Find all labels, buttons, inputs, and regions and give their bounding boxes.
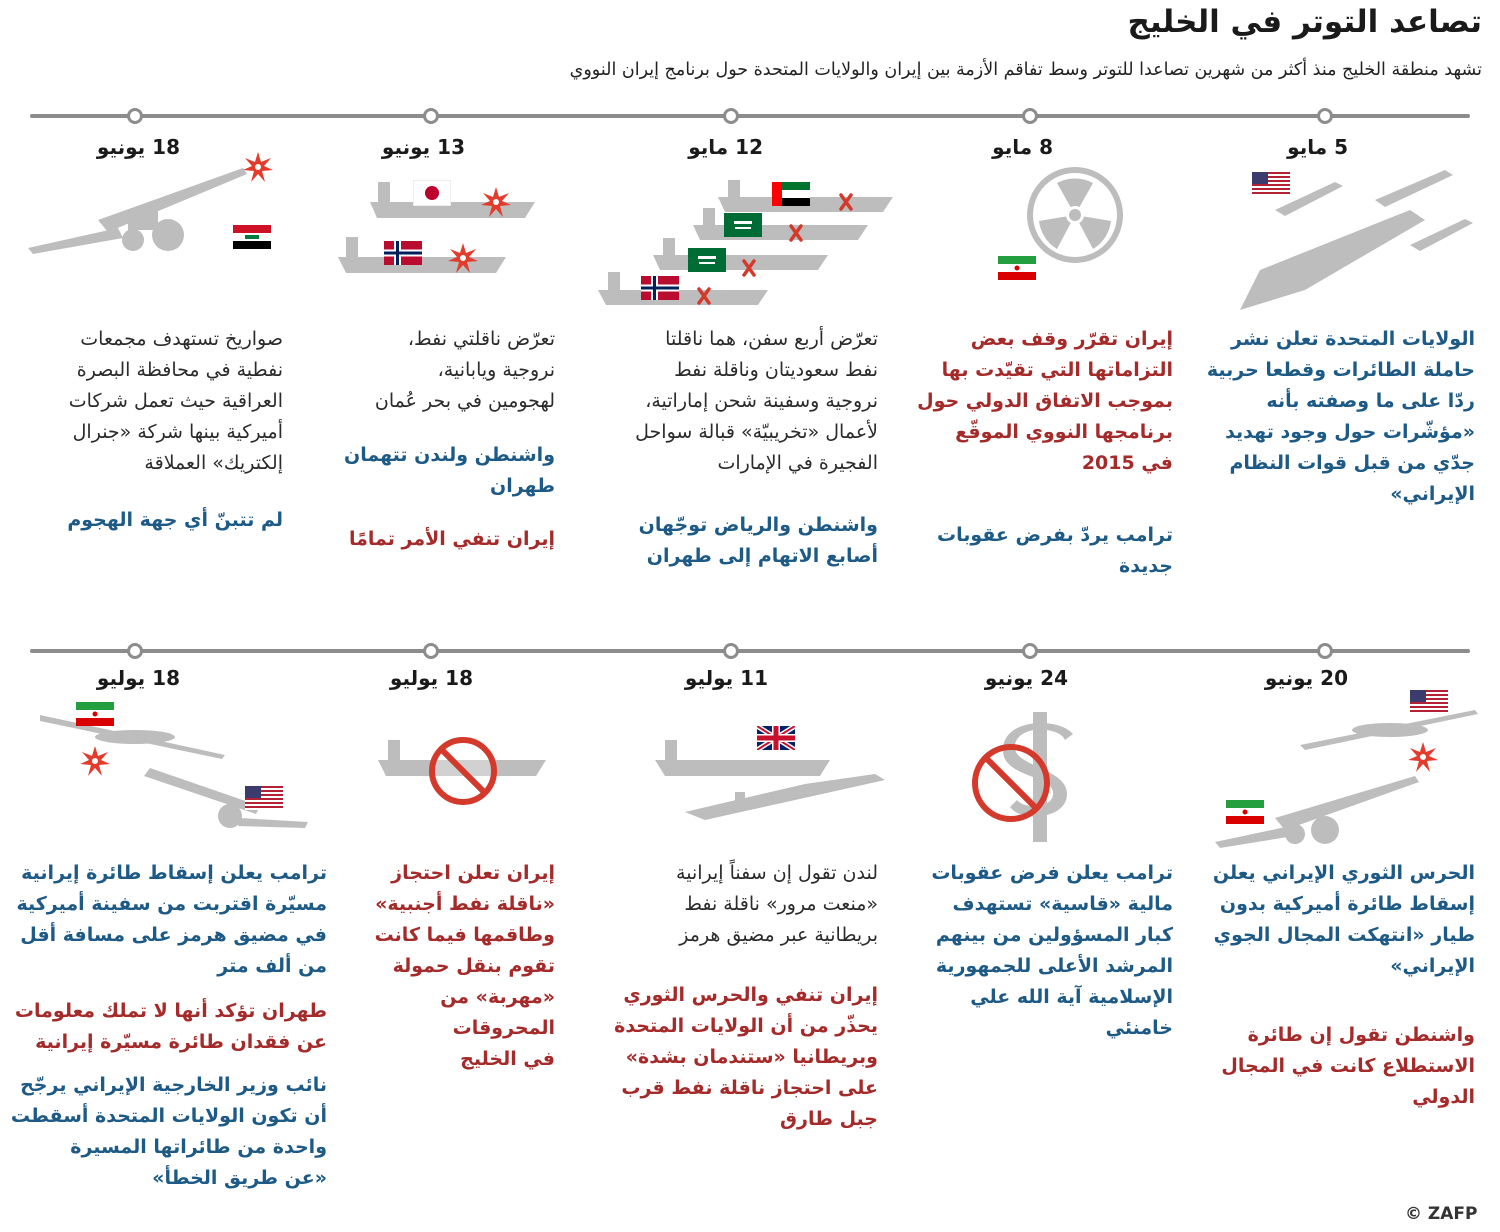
timeline-dot <box>723 108 739 124</box>
explosion-icon <box>1408 742 1438 772</box>
afp-credit: © ZAFP <box>1405 1204 1478 1224</box>
timeline-dot <box>423 643 439 659</box>
event-note: طهران تؤكد أنها لا تملك معلومات عن فقدان طائرة مسيّرة إيرانية <box>14 1000 327 1053</box>
iran-flag <box>998 256 1036 280</box>
event-date: 20 يونيو <box>1264 666 1348 690</box>
saudi-flag <box>724 213 762 237</box>
norway-flag <box>384 240 422 266</box>
event-text: إيران تقرّر وقف بعض التزاماتها التي تقيّدت بها بموجب الاتفاق الدولي حول برنامجها النووي الموقّع في 2015 <box>917 328 1173 474</box>
explosion-icon <box>243 152 273 182</box>
explosion-icon <box>481 187 511 217</box>
page-title: تصاعد التوتر في الخليج <box>1127 4 1482 40</box>
iraq-flag <box>233 225 271 249</box>
event-note: إيران تنفي والحرس الثوري يحذّر من أن الولايات المتحدة وبريطانيا «ستندمان بشدة» على احتجاز ناقلة نفط قرب جبل طارق <box>614 984 878 1130</box>
event-date: 18 يوليو <box>389 666 473 690</box>
prohibited-icon <box>970 742 1052 824</box>
iran-flag <box>76 702 114 726</box>
timeline-dot <box>723 643 739 659</box>
event-date: 13 يونيو <box>381 135 465 159</box>
event-date: 11 يوليو <box>684 666 768 690</box>
prohibited-icon <box>427 735 499 807</box>
saudi-flag <box>688 248 726 272</box>
timeline-line-row1 <box>30 114 1470 118</box>
event-text: لندن تقول إن سفناً إيرانية «منعت مرور» ناقلة نفط بريطانية عبر مضيق هرمز <box>676 862 878 946</box>
event-date: 18 يونيو <box>96 135 180 159</box>
timeline-dot <box>1317 108 1333 124</box>
event-text: تعرّض ناقلتي نفط، نروجية ويابانية، لهجومين في بحر عُمان <box>374 328 555 412</box>
event-note: واشنطن تقول إن طائرة الاستطلاع كانت في المجال الدولي <box>1221 1024 1475 1108</box>
us-flag <box>1410 690 1448 714</box>
event-date: 12 مايو <box>688 135 763 159</box>
japan-flag <box>413 180 451 206</box>
event-text: تعرّض أربع سفن، هما ناقلتا نفط سعوديتان وناقلة نفط نروجية وسفينة شحن إماراتية، لأعمال «تخريبيّة» قبالة سواحل الفجيرة في الإمارات <box>635 328 878 474</box>
timeline-dot <box>127 643 143 659</box>
event-text: الحرس الثوري الإيراني يعلن إسقاط طائرة أميركية بدون طيار «انتهكت المجال الجوي الإيراني» <box>1212 862 1475 977</box>
event-text: صواريخ تستهدف مجمعات نفطية في محافظة البصرة العراقية حيث تعمل شركات أميركية بينها شركة «جنرال إلكتريك» العملاقة <box>68 328 283 474</box>
timeline-dot <box>1317 643 1333 659</box>
iran-flag <box>1226 800 1264 824</box>
event-text: الولايات المتحدة تعلن نشر حاملة الطائرات وقطعا حربية ردّا على ما وصفته بأنه «مؤشّرات حول وجود تهديد جدّي من قبل قوات النظام الإيراني» <box>1206 328 1475 505</box>
uae-flag <box>772 182 810 206</box>
event-text: إيران تعلن احتجاز «ناقلة نفط أجنبية» وطاقمها فيما كانت تقوم بنقل حمولة «مهربة» من المحروقات في الخليج <box>374 862 555 1070</box>
artillery-icon <box>140 760 310 830</box>
event-note: إيران تنفي الأمر تمامًا <box>349 528 555 550</box>
event-note: واشنطن والرياض توجّهان أصابع الاتهام إلى طهران <box>638 514 878 567</box>
timeline-dot <box>127 108 143 124</box>
event-text: ترامب يعلن إسقاط طائرة إيرانية مسيّرة اقتربت من سفينة أميركية في مضيق هرمز على مسافة أقل من ألف متر <box>16 862 327 977</box>
page-subtitle: تشهد منطقة الخليج منذ أكثر من شهرين تصاعدا للتوتر وسط تفاقم الأزمة بين إيران والولايات المتحدة حول برنامج إيران النووي <box>569 60 1482 80</box>
timeline-line-row2 <box>30 649 1470 653</box>
drone-icon <box>1300 700 1480 760</box>
us-flag <box>245 786 283 810</box>
norway-flag <box>641 276 679 300</box>
timeline-dot <box>1022 108 1038 124</box>
event-note: نائب وزير الخارجية الإيراني يرجّح أن تكون الولايات المتحدة أسقطت واحدة من طائراتها المسيرة «عن طريق الخطأ» <box>10 1074 327 1189</box>
uk-flag <box>757 726 795 750</box>
event-date: 8 مايو <box>992 135 1053 159</box>
event-date: 5 مايو <box>1287 135 1348 159</box>
drone-icon <box>40 705 230 765</box>
nuclear-icon <box>1025 165 1125 265</box>
event-date: 18 يوليو <box>96 666 180 690</box>
event-date: 24 يونيو <box>984 666 1068 690</box>
explosion-icon <box>448 243 478 273</box>
us-flag <box>1252 172 1290 196</box>
event-note: ترامب يردّ بفرض عقوبات جديدة <box>936 524 1173 577</box>
event-note: لم تتبنّ أي جهة الهجوم <box>67 509 283 531</box>
explosion-icon <box>80 746 110 776</box>
artillery-icon <box>28 160 268 260</box>
timeline-dot <box>1022 643 1038 659</box>
timeline-dot <box>423 108 439 124</box>
event-text: ترامب يعلن فرض عقوبات مالية «قاسية» تستهدف كبار المسؤولين من بينهم المرشد الأعلى للجمهورية الإسلامية آية الله علي خامنئي <box>931 862 1173 1039</box>
event-note: واشنطن ولندن تتهمان طهران <box>343 444 555 497</box>
